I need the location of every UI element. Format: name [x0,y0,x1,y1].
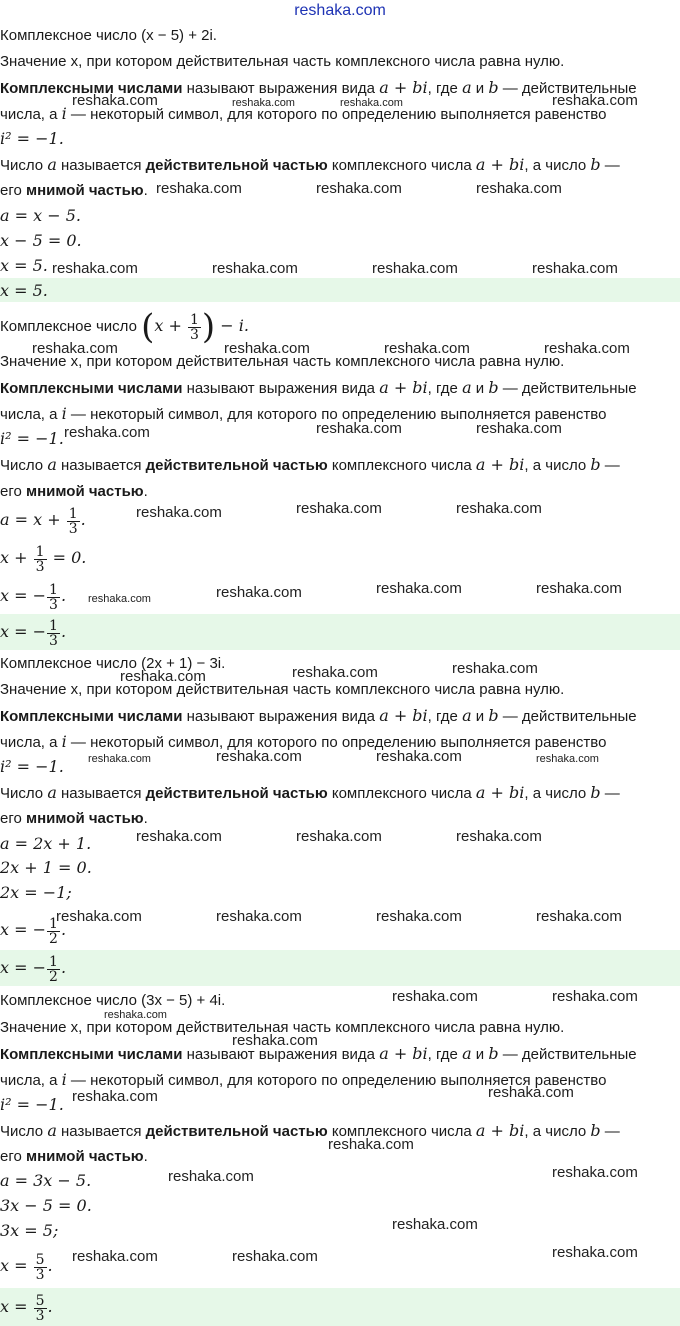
solution-step: 2x = −1; [0,883,72,902]
watermark: reshaka.com [88,753,151,765]
watermark: reshaka.com [532,260,618,277]
watermark: reshaka.com [372,260,458,277]
watermark: reshaka.com [536,753,599,765]
solution-step: a = 2x + 1. [0,834,92,853]
watermark: reshaka.com [544,340,630,357]
definition-imag-line: его мнимой частью. [0,182,148,199]
watermark: reshaka.com [216,584,302,601]
watermark: reshaka.com [72,92,158,109]
watermark: reshaka.com [392,1216,478,1233]
watermark: reshaka.com [316,420,402,437]
definition-imag-line: его мнимой частью. [0,810,148,827]
watermark: reshaka.com [296,500,382,517]
definition-complex-line: Комплексными числами называют выражения вида a + bi, где a и b — действительные [0,1044,637,1063]
watermark: reshaka.com [552,988,638,1005]
watermark: reshaka.com [376,748,462,765]
solution-answer: x = 5. [0,281,48,300]
solution-step: a = x − 5. [0,206,81,225]
definition-i2-line: i² = −1. [0,757,64,776]
watermark: reshaka.com [328,1136,414,1153]
watermark: reshaka.com [476,420,562,437]
solution-step: 2x + 1 = 0. [0,858,92,877]
definition-value-line: Значение x, при котором действительная часть комплексного числа равна нулю. [0,681,565,698]
definition-i2-line: i² = −1. [0,129,64,148]
watermark: reshaka.com [64,424,150,441]
watermark: reshaka.com [456,500,542,517]
watermark: reshaka.com [476,180,562,197]
definition-i2-line: i² = −1. [0,1095,64,1114]
solution-step: x = − $\frac{1}{2}$ . [0,915,67,947]
definition-complex-line: Комплексными числами называют выражения вида a + bi, где a и b — действительные [0,78,637,97]
solution-step: a = x + $\frac{1}{3}$ . [0,505,86,537]
solution-step: x = $\frac{5}{3}$ . [0,1251,53,1283]
watermark: reshaka.com [232,1248,318,1265]
definition-imag-line: его мнимой частью. [0,1148,148,1165]
definition-symbol-line: числа, а i — некоторый символ, для которого по определению выполняется равенство [0,1070,607,1089]
watermark: reshaka.com [72,1248,158,1265]
watermark: reshaka.com [552,1164,638,1181]
watermark: reshaka.com [52,260,138,277]
definition-imag-line: его мнимой частью. [0,483,148,500]
problem-title: Комплексное число (x + $\frac{1}{3}$ ) − i. [0,307,249,348]
watermark: reshaka.com [232,97,295,109]
watermark: reshaka.com [216,748,302,765]
watermark: reshaka.com [88,593,151,605]
definition-real-line: Число a называется действительной частью комплексного числа a + bi, а число b — [0,1121,620,1140]
watermark: reshaka.com [72,1088,158,1105]
watermark: reshaka.com [536,908,622,925]
watermark: reshaka.com [452,660,538,677]
watermark: reshaka.com [120,668,206,685]
definition-value-line: Значение x, при котором действительная часть комплексного числа равна нулю. [0,53,565,70]
definition-value-line: Значение x, при котором действительная часть комплексного числа равна нулю. [0,353,565,370]
watermark: reshaka.com [552,1244,638,1261]
watermark: reshaka.com [32,340,118,357]
solution-step: 3x = 5; [0,1221,59,1240]
problem-title: Комплексное число (2x + 1) − 3i. [0,655,226,672]
watermark: reshaka.com [340,97,403,109]
watermark: reshaka.com [376,908,462,925]
solution-answer: x = − $\frac{1}{2}$ . [0,953,67,985]
watermark: reshaka.com [456,828,542,845]
watermark: reshaka.com [552,92,638,109]
watermark: reshaka.com [316,180,402,197]
solution-step: x − 5 = 0. [0,231,82,250]
watermark: reshaka.com [168,1168,254,1185]
watermark: reshaka.com [392,988,478,1005]
watermark: reshaka.com [536,580,622,597]
watermark: reshaka.com [224,340,310,357]
watermark: reshaka.com [384,340,470,357]
solution-step: x = 5. [0,256,48,275]
problem-title: Комплексное число (3x − 5) + 4i. [0,992,226,1009]
solution-answer: x = $\frac{5}{3}$ . [0,1292,53,1324]
solution-step: x = − $\frac{1}{3}$ . [0,581,67,613]
definition-symbol-line: числа, а i — некоторый символ, для которого по определению выполняется равенство [0,404,607,423]
definition-complex-line: Комплексными числами называют выражения вида a + bi, где a и b — действительные [0,378,637,397]
watermark: reshaka.com [136,504,222,521]
watermark: reshaka.com [104,1009,167,1021]
solution-step: x + $\frac{1}{3}$ = 0. [0,543,87,575]
definition-value-line: Значение x, при котором действительная часть комплексного числа равна нулю. [0,1019,565,1036]
solution-step: 3x − 5 = 0. [0,1196,92,1215]
watermark: reshaka.com [292,664,378,681]
watermark: reshaka.com [376,580,462,597]
definition-symbol-line: числа, а i — некоторый символ, для которого по определению выполняется равенство [0,732,607,751]
problem-title: Комплексное число (x − 5) + 2i. [0,27,217,44]
definition-real-line: Число a называется действительной частью комплексного числа a + bi, а число b — [0,455,620,474]
solution-step: a = 3x − 5. [0,1171,92,1190]
solution-answer: x = − $\frac{1}{3}$ . [0,617,67,649]
watermark: reshaka.com [156,180,242,197]
watermark: reshaka.com [136,828,222,845]
watermark: reshaka.com [232,1032,318,1049]
definition-real-line: Число a называется действительной частью комплексного числа a + bi, а число b — [0,783,620,802]
watermark: reshaka.com [488,1084,574,1101]
definition-complex-line: Комплексными числами называют выражения вида a + bi, где a и b — действительные [0,706,637,725]
watermark: reshaka.com [56,908,142,925]
site-header-link[interactable]: reshaka.com [294,2,386,19]
definition-i2-line: i² = −1. [0,429,64,448]
definition-symbol-line: числа, а i — некоторый символ, для которого по определению выполняется равенство [0,104,607,123]
watermark: reshaka.com [296,828,382,845]
watermark: reshaka.com [216,908,302,925]
watermark: reshaka.com [212,260,298,277]
definition-real-line: Число a называется действительной частью комплексного числа a + bi, а число b — [0,155,620,174]
